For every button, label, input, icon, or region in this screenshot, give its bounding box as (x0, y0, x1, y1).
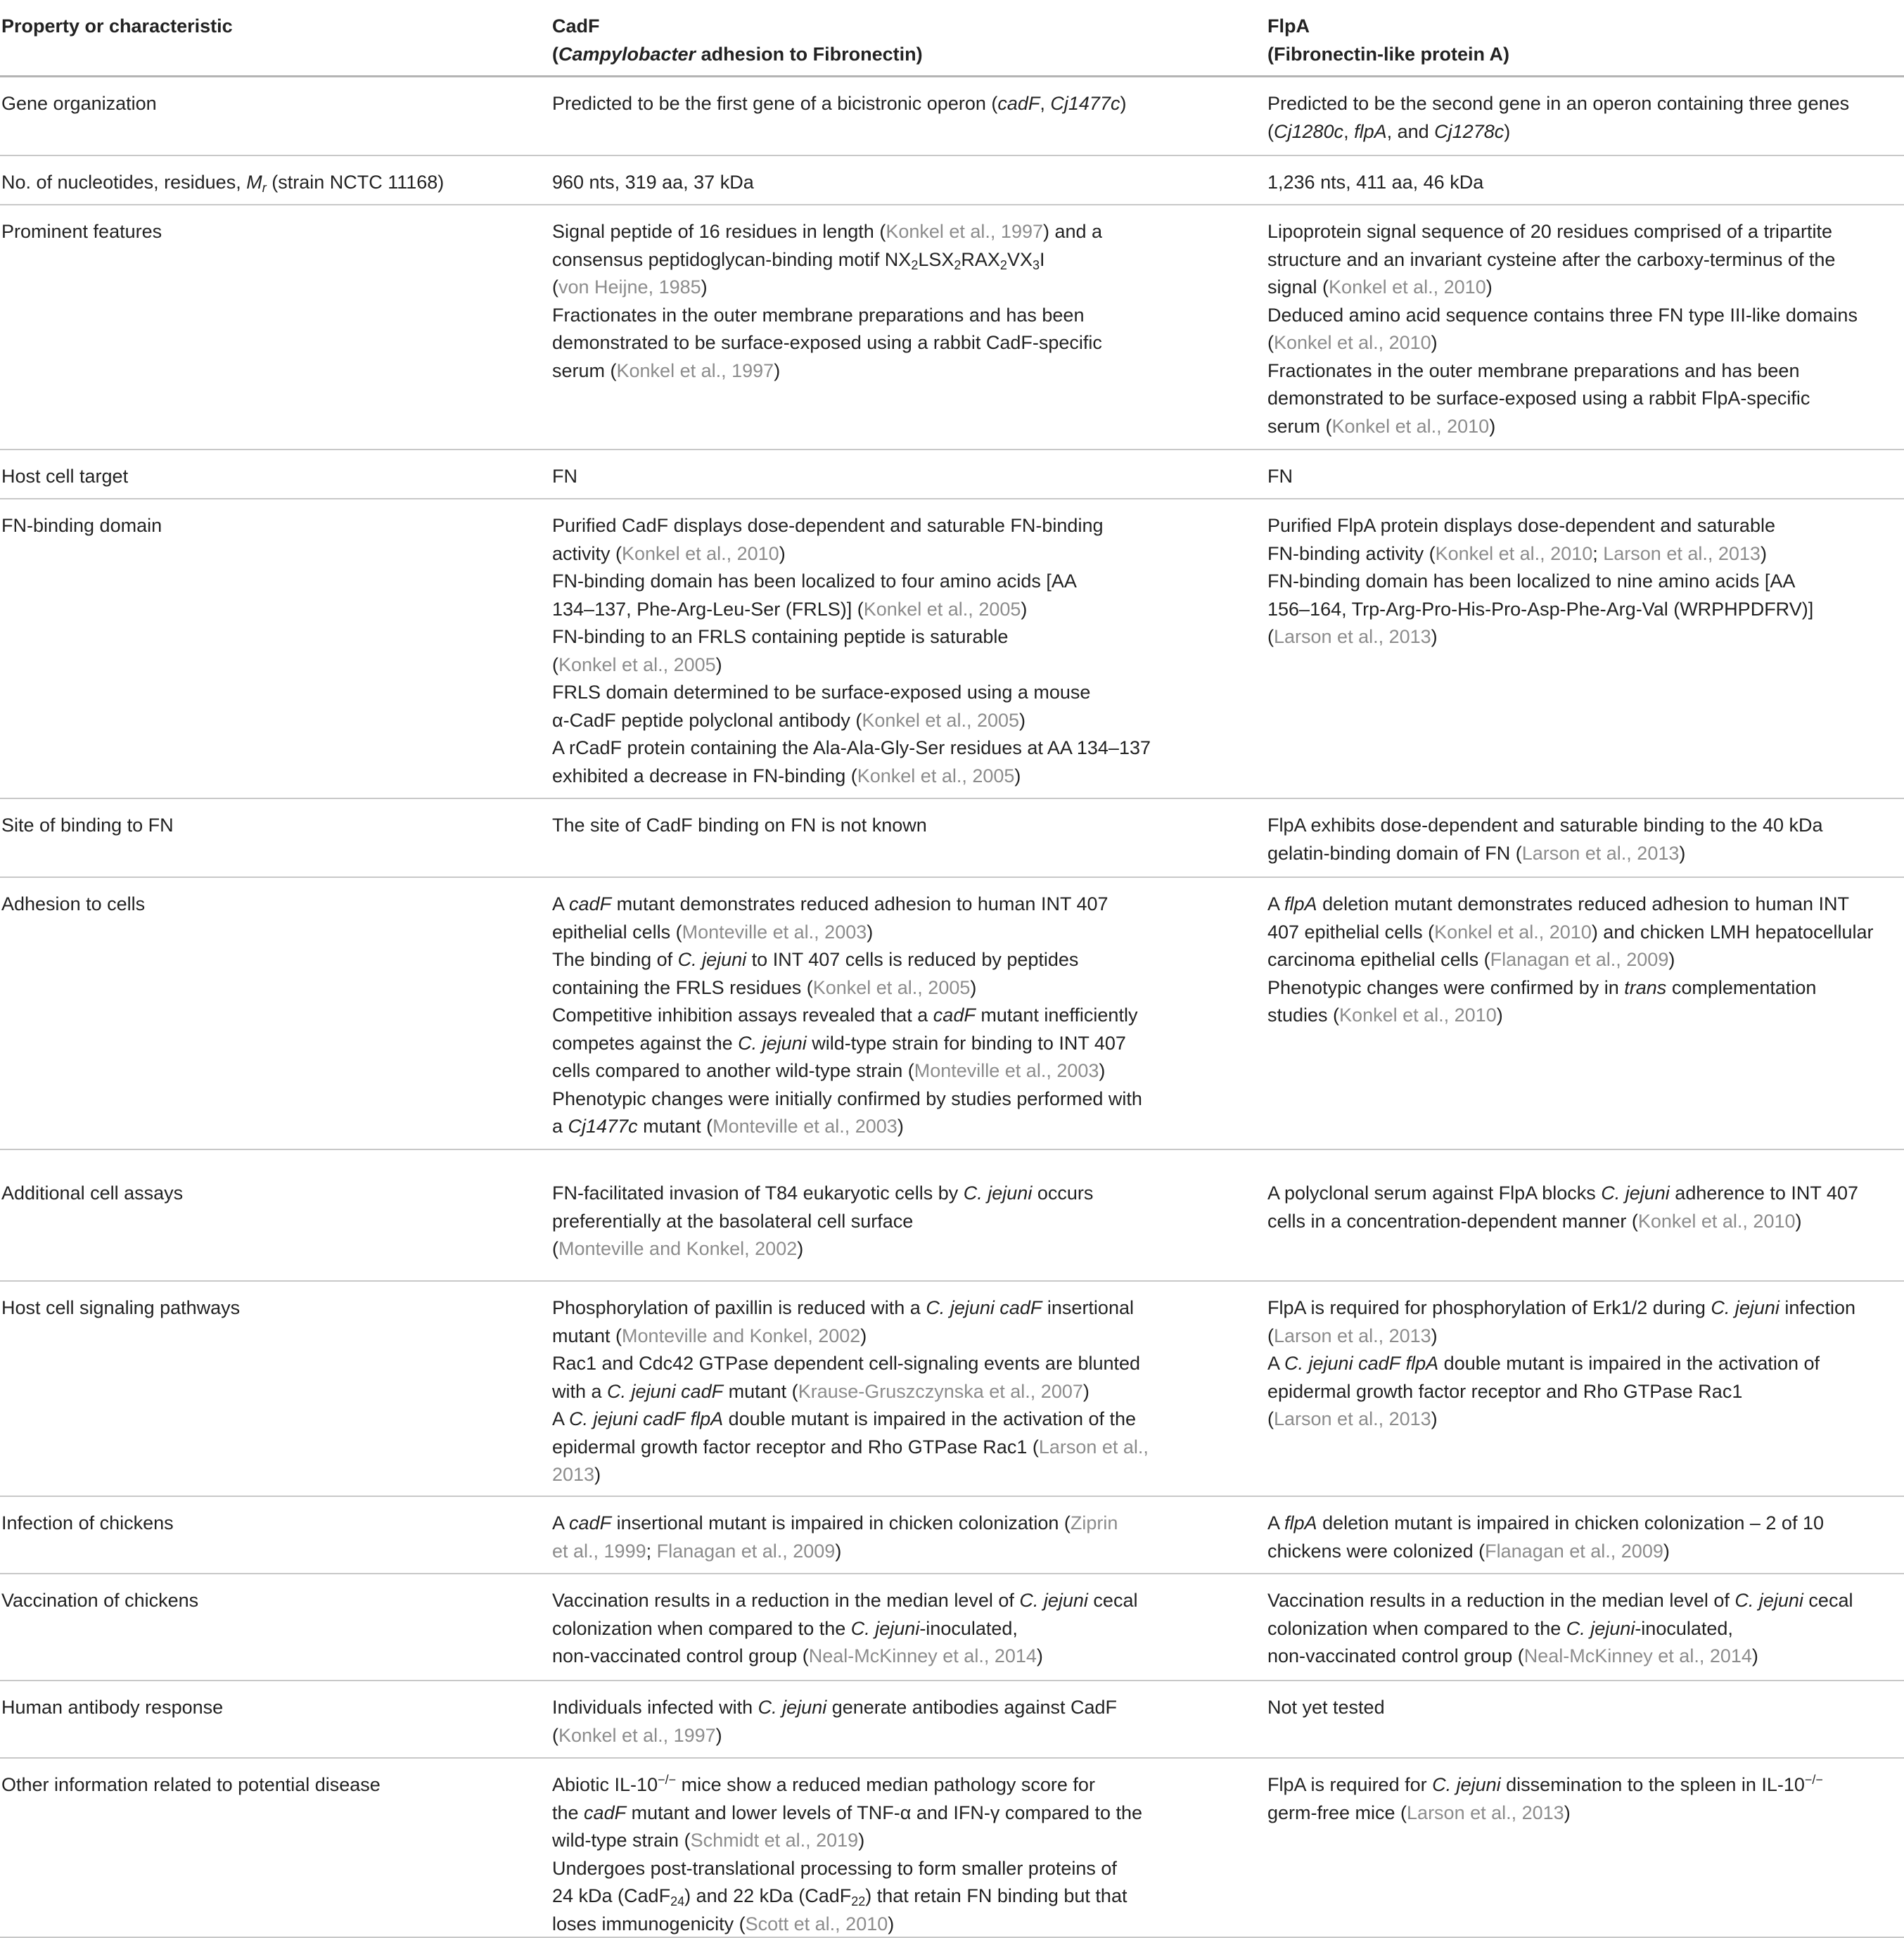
cadf-cell (552, 1694, 1185, 1749)
cell-text-line: Adhesion to cells (1, 893, 146, 914)
cell-text-line: Competitive inhibition assays revealed that a cadF mutant inefficiently (552, 1005, 1138, 1026)
cell-text-line: 960 nts, 319 aa, 37 kDa (552, 172, 754, 193)
flpa-cell (1267, 90, 1900, 146)
cell-text-line: structure and an invariant cysteine after the carboxy-terminus of the (1267, 248, 1836, 270)
cell-text-line: A cadF mutant demonstrates reduced adhesion to human INT 407 (552, 893, 1108, 914)
flpa-cell (1267, 812, 1900, 867)
cell-text-line: a Cj1477c mutant (Monteville et al., 2003) (552, 1116, 904, 1137)
cell-text-line: Signal peptide of 16 residues in length (Konkel et al., 1997) and a (552, 221, 1103, 242)
cell-text-line: A polyclonal serum against FlpA blocks C. jejuni adherence to INT 407 (1267, 1182, 1858, 1204)
flpa-cell (1267, 1771, 1900, 1827)
cell-text-line: FN-binding activity (Konkel et al., 2010; Larson et al., 2013) (1267, 542, 1767, 564)
cell-text-line: epidermal growth factor receptor and Rho GTPase Rac1 (1267, 1380, 1743, 1402)
table-row (0, 799, 1904, 878)
cell-text-line: FlpA exhibits dose-dependent and saturable binding to the 40 kDa (1267, 815, 1823, 836)
cell-text-line: (Konkel et al., 2005) (552, 654, 722, 675)
header-cadf (552, 13, 1185, 68)
cadf-cell (552, 812, 1185, 840)
cadf-cell (552, 218, 1185, 385)
flpa-cell (1267, 1180, 1900, 1235)
flpa-cell (1267, 1510, 1900, 1565)
cell-text-line: Phenotypic changes were initially confirmed by studies performed with (552, 1088, 1142, 1109)
cell-text-line: (Larson et al., 2013) (1267, 1408, 1438, 1429)
cell-text-line: A flpA deletion mutant demonstrates reduced adhesion to human INT (1267, 893, 1850, 914)
cell-text-line: FN-binding to an FRLS containing peptide is saturable (552, 626, 1009, 647)
property-cell (1, 218, 536, 246)
property-cell (1, 1294, 536, 1322)
cell-text-line: 407 epithelial cells (Konkel et al., 2010) and chicken LMH hepatocellular (1267, 921, 1874, 943)
cell-text-line: (Larson et al., 2013) (1267, 626, 1438, 647)
cell-text-line: epidermal growth factor receptor and Rho GTPase Rac1 (Larson et al., (552, 1436, 1149, 1458)
cell-text-line: Other information related to potential disease (1, 1774, 381, 1795)
cell-text-line: the cadF mutant and lower levels of TNF-α and IFN-γ compared to the (552, 1802, 1142, 1823)
cell-text-line: Phosphorylation of paxillin is reduced with a C. jejuni cadF insertional (552, 1297, 1134, 1318)
table-header (0, 0, 1904, 77)
cell-text-line: demonstrated to be surface-exposed using a rabbit CadF-specific (552, 332, 1102, 353)
cell-text-line: (Larson et al., 2013) (1267, 1325, 1438, 1346)
cell-text-line: activity (Konkel et al., 2010) (552, 542, 786, 564)
table-row (0, 156, 1904, 205)
cell-text-line: 24 kDa (CadF$_{24}$) and 22 kDa (CadF$_{22}$) that retain FN binding but that (552, 1885, 1127, 1908)
property-cell (1, 1694, 536, 1722)
cell-text-line: Fractionates in the outer membrane preparations and has been (552, 304, 1085, 326)
flpa-cell (1267, 1694, 1900, 1722)
cell-text-line: with a C. jejuni cadF mutant (Krause-Gruszczynska et al., 2007) (552, 1380, 1090, 1402)
cell-text-line: The site of CadF binding on FN is not known (552, 815, 927, 836)
cell-text-line: consensus peptidoglycan-binding motif $NX_2LSX_2RAX_2VX_3I$ (552, 248, 1045, 272)
property-cell (1, 1510, 536, 1538)
flpa-cell (1267, 169, 1900, 197)
cell-text-line: FRLS domain determined to be surface-exposed using a mouse (552, 682, 1091, 703)
cell-text-line: 1,236 nts, 411 aa, 46 kDa (1267, 172, 1484, 193)
cadf-cell (552, 90, 1185, 118)
property-cell (1, 891, 536, 919)
cell-text-line: Undergoes post-translational processing to form smaller proteins of (552, 1857, 1117, 1879)
cell-text-line: The binding of C. jejuni to INT 407 cells is reduced by peptides (552, 949, 1079, 970)
cell-text-line: epithelial cells (Monteville et al., 2003) (552, 921, 874, 943)
cell-text-line: serum (Konkel et al., 2010) (1267, 415, 1496, 437)
cell-text-line: Prominent features (1, 221, 162, 242)
cell-text-line: FN (1267, 466, 1293, 487)
flpa-cell (1267, 891, 1900, 1030)
cell-text-line: non-vaccinated control group (Neal-McKinney et al., 2014) (1267, 1645, 1758, 1666)
cell-text-line: α-CadF peptide polyclonal antibody (Konkel et al., 2005) (552, 709, 1026, 731)
cell-text-line: Gene organization (1, 93, 157, 114)
property-cell (1, 1180, 536, 1208)
cell-text-line: Vaccination of chickens (1, 1590, 199, 1611)
cell-text-line: containing the FRLS residues (Konkel et al., 2005) (552, 976, 977, 998)
cell-text-line: carcinoma epithelial cells (Flanagan et al., 2009) (1267, 949, 1675, 970)
cadf-cell (552, 1510, 1185, 1565)
cell-text-line: Abiotic IL-10−/− mice show a reduced median pathology score for (552, 1773, 1095, 1795)
header-flpa (1267, 13, 1900, 68)
cadf-cell (552, 1294, 1185, 1489)
cell-text-line: demonstrated to be surface-exposed using a rabbit FlpA-specific (1267, 388, 1810, 409)
cell-text-line: (Monteville and Konkel, 2002) (552, 1238, 804, 1259)
cell-text-line: et al., 1999; Flanagan et al., 2009) (552, 1540, 842, 1562)
property-cell (1, 463, 536, 491)
cadf-cell (552, 891, 1185, 1141)
table-row (0, 878, 1904, 1150)
flpa-cell (1267, 218, 1900, 440)
property-cell (1, 812, 536, 840)
header-cadf-line: (Campylobacter adhesion to Fibronectin) (552, 43, 923, 65)
cell-text-line: Fractionates in the outer membrane preparations and has been (1267, 359, 1800, 381)
cell-text-line: germ-free mice (Larson et al., 2013) (1267, 1802, 1571, 1823)
flpa-cell (1267, 1587, 1900, 1671)
cell-text-line: Not yet tested (1267, 1697, 1385, 1718)
cell-text-line: No. of nucleotides, residues, $M_r$ (strain NCTC 11168) (1, 172, 445, 195)
flpa-cell (1267, 1294, 1900, 1434)
cell-text-line: A rCadF protein containing the Ala-Ala-Gly-Ser residues at AA 134–137 (552, 737, 1151, 758)
table-row (0, 1497, 1904, 1574)
table-row (0, 450, 1904, 499)
flpa-cell (1267, 463, 1900, 491)
flpa-cell (1267, 512, 1900, 651)
cell-text-line: wild-type strain (Schmidt et al., 2019) (552, 1830, 865, 1851)
cell-text-line: colonization when compared to the C. jejuni-inoculated, (552, 1617, 1018, 1639)
cadf-cell (552, 1587, 1185, 1671)
cell-text-line: FlpA is required for C. jejuni dissemination to the spleen in IL-10−/− (1267, 1773, 1823, 1795)
cell-text-line: A C. jejuni cadF flpA double mutant is impaired in the activation of (1267, 1353, 1820, 1374)
cell-text-line: FN-binding domain (1, 515, 162, 536)
cell-text-line: Phenotypic changes were confirmed by in trans complementation (1267, 976, 1817, 998)
table-row (0, 499, 1904, 799)
cell-text-line: Deduced amino acid sequence contains three FN type III-like domains (1267, 304, 1858, 326)
table-row (0, 1150, 1904, 1282)
cell-text-line: Predicted to be the first gene of a bicistronic operon (cadF, Cj1477c) (552, 93, 1127, 114)
cell-text-line: Additional cell assays (1, 1182, 184, 1204)
cell-text-line: Vaccination results in a reduction in the median level of C. jejuni cecal (1267, 1590, 1853, 1611)
cadf-cell (552, 1180, 1185, 1263)
cell-text-line: cells compared to another wild-type strain (Monteville et al., 2003) (552, 1060, 1106, 1081)
header-property (1, 13, 536, 41)
cell-text-line: serum (Konkel et al., 1997) (552, 359, 781, 381)
cell-text-line: signal (Konkel et al., 2010) (1267, 276, 1493, 298)
cell-text-line: (Cj1280c, flpA, and Cj1278c) (1267, 120, 1511, 142)
cell-text-line: Human antibody response (1, 1697, 224, 1718)
table-row (0, 1759, 1904, 1938)
cell-text-line: studies (Konkel et al., 2010) (1267, 1005, 1503, 1026)
cell-text-line: (von Heijne, 1985) (552, 276, 708, 298)
cell-text-line: Vaccination results in a reduction in the median level of C. jejuni cecal (552, 1590, 1138, 1611)
cell-text-line: Lipoprotein signal sequence of 20 residues comprised of a tripartite (1267, 221, 1832, 242)
cell-text-line: 156–164, Trp-Arg-Pro-His-Pro-Asp-Phe-Arg-Val (WRPHPDFRV)] (1267, 598, 1814, 620)
cell-text-line: FN-binding domain has been localized to four amino acids [AA (552, 570, 1077, 592)
cell-text-line: 2013) (552, 1464, 601, 1485)
cell-text-line: Rac1 and Cdc42 GTPase dependent cell-signaling events are blunted (552, 1353, 1141, 1374)
table-row (0, 1282, 1904, 1497)
cell-text-line: A flpA deletion mutant is impaired in chicken colonization – 2 of 10 (1267, 1512, 1824, 1534)
table-row (0, 205, 1904, 450)
cell-text-line: competes against the C. jejuni wild-type strain for binding to INT 407 (552, 1032, 1126, 1054)
cell-text-line: Purified FlpA protein displays dose-dependent and saturable (1267, 515, 1775, 536)
cell-text-line: loses immunogenicity (Scott et al., 2010) (552, 1913, 895, 1934)
table-row (0, 77, 1904, 156)
cell-text-line: FlpA is required for phosphorylation of Erk1/2 during C. jejuni infection (1267, 1297, 1855, 1318)
cell-text-line: Individuals infected with C. jejuni generate antibodies against CadF (552, 1697, 1117, 1718)
header-property-line: Property or characteristic (1, 15, 233, 37)
cell-text-line: 134–137, Phe-Arg-Leu-Ser (FRLS)] (Konkel et al., 2005) (552, 598, 1028, 620)
cell-text-line: colonization when compared to the C. jejuni-inoculated, (1267, 1617, 1733, 1639)
cell-text-line: Host cell target (1, 466, 129, 487)
cell-text-line: FN (552, 466, 577, 487)
cell-text-line: mutant (Monteville and Konkel, 2002) (552, 1325, 867, 1346)
cadf-cell (552, 1771, 1185, 1938)
cell-text-line: A C. jejuni cadF flpA double mutant is impaired in the activation of the (552, 1408, 1137, 1429)
property-cell (1, 1587, 536, 1615)
cell-text-line: cells in a concentration-dependent manner (Konkel et al., 2010) (1267, 1210, 1802, 1232)
cell-text-line: non-vaccinated control group (Neal-McKinney et al., 2014) (552, 1645, 1043, 1666)
cell-text-line: Predicted to be the second gene in an operon containing three genes (1267, 93, 1850, 114)
property-cell (1, 1771, 536, 1799)
cell-text-line: (Konkel et al., 2010) (1267, 332, 1438, 353)
cell-text-line: FN-binding domain has been localized to nine amino acids [AA (1267, 570, 1796, 592)
property-cell (1, 90, 536, 118)
cadf-cell (552, 512, 1185, 790)
cell-text-line: preferentially at the basolateral cell surface (552, 1210, 914, 1232)
table-row (0, 1681, 1904, 1759)
table-row (0, 1574, 1904, 1681)
header-flpa-line: (Fibronectin-like protein A) (1267, 43, 1509, 65)
property-cell (1, 169, 536, 197)
cadf-cell (552, 463, 1185, 491)
cell-text-line: (Konkel et al., 1997) (552, 1724, 722, 1746)
cell-text-line: Purified CadF displays dose-dependent and saturable FN-binding (552, 515, 1104, 536)
cell-text-line: gelatin-binding domain of FN (Larson et al., 2013) (1267, 842, 1686, 864)
cell-text-line: chickens were colonized (Flanagan et al., 2009) (1267, 1540, 1670, 1562)
cell-text-line: Host cell signaling pathways (1, 1297, 241, 1318)
property-cell (1, 512, 536, 540)
cadf-cell (552, 169, 1185, 197)
cell-text-line: Infection of chickens (1, 1512, 174, 1534)
header-cadf-line: CadF (552, 15, 600, 37)
cell-text-line: A cadF insertional mutant is impaired in chicken colonization (Ziprin (552, 1512, 1118, 1534)
cell-text-line: FN-facilitated invasion of T84 eukaryotic cells by C. jejuni occurs (552, 1182, 1094, 1204)
cell-text-line: exhibited a decrease in FN-binding (Konkel et al., 2005) (552, 765, 1021, 786)
header-flpa-line: FlpA (1267, 15, 1310, 37)
cell-text-line: Site of binding to FN (1, 815, 174, 836)
